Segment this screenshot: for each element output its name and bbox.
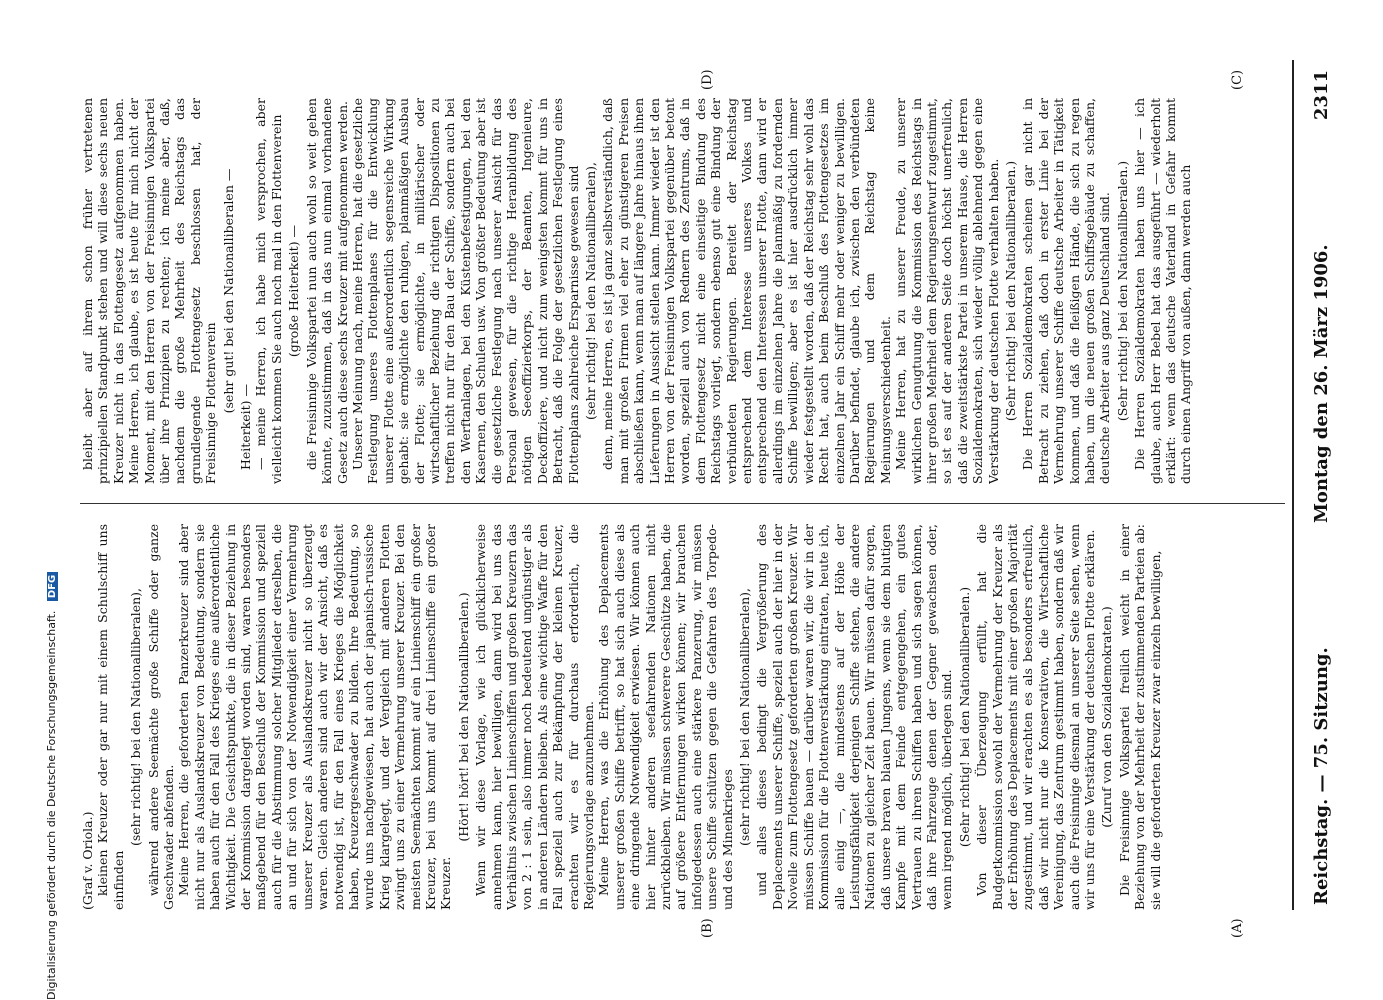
paragraph: (große Heiterkeit) — [286, 224, 302, 358]
paragraph: Von dieser Überzeugung erfüllt, hat die Budgetkommission sowohl der Vermehrung der Kreuzer als der Erhöhung des Deplacements mit einer großen Majorität zugestimmt, und wir erachten es als besonders erfreulich, daß wir nicht nur die Konservativen, die Wirtschaftliche Vereinigung, das Zentrum gestimmt haben, sondern daß wir auch die Freisinnige diesmal an unserer Seite sehen, wenn wir uns für eine Verstärkung der deutschen Flotte erklären. [974, 524, 1097, 910]
paragraph: Die Herren Sozialdemokraten scheinen gar nicht in Betracht zu ziehen, daß doch in erster Linie bei der Vermehrung unserer Schiffe deutsche Arbeiter in Tätigkeit kommen, und daß die fleißigen Hände, die sich zu regen haben, um die neuen großen Schiffsgebäude zu schaffen, deutsche Arbeiter aus ganz Deutschland sind. [1020, 98, 1113, 484]
paragraph: (Hört! hört! bei den Nationalliberalen.) [455, 592, 471, 842]
paragraph: die Freisinnige Volkspartei nun auch wohl so weit gehen könnte, zuzustimmen, daß in das nun einmal vorhandene Gesetz auch diese sechs Kreuzer mit aufgenommen werden. [303, 98, 350, 484]
dfg-logo: DFG [47, 572, 58, 601]
paragraph: Unserer Meinung nach, meine Herren, hat die gesetzliche Festlegung unseres Flottenplanes für die Entwicklung unserer Flotte eine außerordentlich segensreiche Wirkung gehabt: sie ermöglichte den ruhigen, planmäßigen Ausbau der Flotte; sie ermöglichte, in militärischer oder wirtschaftlicher Beziehung die richtigen Dispositionen zu treffen nicht nur für den Bau der Schiffe, sondern auch bei den Werftanlagen, bei den Küstenbefestigungen, bei den Kasernen, den Schulen usw. Von größter Bedeutung aber ist die gesetzliche Festlegung nach unserer Ansicht für das Personal gewesen, für die richtige Heranbildung des nötigen Seeoffizierkorps, der Beamten, Ingenieure, Deckoffiziere, und nicht zum wenigsten kommt für uns in Betracht, daß die Folge der gesetzlichen Festlegung eines Flottenplans zahlreiche Ersparnisse gewesen sind [349, 98, 581, 484]
paragraph: kleinen Kreuzer oder gar nur mit einem Schulschiff uns einfinden [95, 524, 126, 910]
margin-marker-d: (D) [700, 69, 715, 90]
margin-marker-c: (C) [1230, 69, 1245, 90]
paragraph: denn, meine Herren, es ist ja ganz selbstverständlich, daß man mit großen Firmen viel eher zu günstigeren Preisen abschließen kann, wenn man auf längere Jahre hinaus ihnen Lieferungen in Aussicht stellen kann. Immer wieder ist den Herren von der Freisinnigen Volkspartei gegenüber betont worden, speziell auch von Rednern des Zentrums, daß in dem Flottengesetz nicht eine einseitige Bindung des Reichstags vorliegt, sondern ebenso gut eine Bindung der verbündeten Regierungen. Bereitet der Reichstag entsprechend dem Interesse unseres Volkes und entsprechend den Interessen unserer Flotte, dann wird er allerdings im einzelnen Jahre die planmäßig zu fordernden Schiffe bewilligen; aber es ist hier ausdrücklich immer wieder festgestellt worden, daß der Reichstag sehr wohl das Recht hat, auch beim Beschluß des Flottengesetzes im einzelnen Jahr ein Schiff mehr oder weniger zu bewilligen. Darüber befindet, glaube ich, zwischen den verbündeten Regierungen und dem Reichstag keine Meinungsverschiedenheit. [600, 98, 893, 484]
paragraph: Heiterkeit) — [238, 383, 254, 470]
page-header [1306, 70, 1336, 905]
paragraph: (sehr richtig! bei den Nationalliberalen), [128, 587, 144, 847]
margin-marker-a: (A) [1230, 918, 1245, 938]
paragraph: während andere Seemächte große Schiffe oder ganze Geschwader abfenden. [145, 524, 177, 910]
paragraph: (sehr gut! bei den Nationalliberalen — [220, 168, 236, 414]
header-left: Reichstag. — 75. Sitzung. [1310, 647, 1332, 905]
column-divider [80, 503, 1285, 504]
paragraph: (sehr richtig! bei den Nationalliberalen), [583, 161, 598, 421]
paragraph: bleibt aber auf ihrem schon früher vertretenen prinzipiellen Standpunkt stehen und will diese sechs neuen Kreuzer nicht in das Flottengesetz aufgenommen haben. Meine Herren, ich glaube, es ist heute für mich nicht der Moment, mit den Herren von der Freisinnigen Volkspartei über ihre Prinzipien zu rechten; ich meine aber, daß, nachdem die große Mehrheit des Reichstags das grundlegende Flottengesetz beschlossen hat, der Freisinnige Flottenverein [80, 98, 219, 484]
paragraph: (sehr richtig! bei den Nationalliberalen), [737, 587, 753, 847]
right-column [80, 98, 1285, 484]
paragraph: (Sehr richtig! bei den Nationalliberalen.) [1114, 160, 1130, 422]
paragraph: (Sehr richtig! bei den Nationalliberalen.) [1002, 160, 1018, 422]
paragraph: Meine Herren, die geforderten Panzerkreuzer sind aber nicht nur als Auslandskreuzer von Bedeutung, sondern sie haben auch für den Fall des Krieges eine außerordentliche Wichtigkeit. Die Gesichtspunkte, die in dieser Beziehung in der Kommission dargelegt worden sind, waren besonders maßgebend für den Beschluß der Kommission und speziell auch für die Abstimmung solcher Mitglieder derselben, die an und für sich von der Notwendigkeit einer Vermehrung unserer Kreuzer als Auslandskreuzer nicht so überzeugt waren. Gleich anderen sind auch wir der Ansicht, daß es notwendig ist, für den Fall eines Krieges die Möglichkeit haben, Kreuzergeschwader zu bilden. Ihre Bedeutung, so wurde uns nachgewiesen, hat auch der japanisch-russische Krieg klargelegt, und der Vergleich mit anderen Flotten zwingt uns zu einer Vermehrung unserer Kreuzer. Bei den meisten Seemächten kommt auf ein Linienschiff ein großer Kreuzer, bei uns kommt auf drei Linienschiffe ein großer Kreuzer. [176, 524, 454, 910]
paragraph: Wenn wir diese Vorlage, wie ich glücklicherweise annehmen kann, hier bewilligen, dann wird bei uns das Verhältnis zwischen Linienschiffen und großen Kreuzern das von 2 : 1 sein, also immer noch bedeutend ungünstiger als in anderen Ländern bleiben. Als eine wichtige Waffe für den Fall speziell auch zur Bekämpfung der kleinen Kreuzer, erachten wir es für durchaus erforderlich, die Regierungsvorlage anzunehmen. [473, 524, 596, 910]
header-rule [1292, 60, 1294, 910]
header-date: Montag den 26. März 1906. [1310, 244, 1332, 524]
margin-marker-b: (B) [700, 918, 715, 938]
page-number: 2311 [1310, 70, 1332, 121]
paragraph: Die Freisinnige Volkspartei freilich weicht in einer Beziehung von der Mehrheit der zustimmenden Parteien ab: sie will die geforderten Kreuzer zwar einzeln bewilligen, [1116, 524, 1163, 910]
paragraph: (Zuruf von den Sozialdemokraten.) [1099, 606, 1115, 828]
paragraph: (Sehr richtig! bei den Nationalliberalen.) [956, 586, 972, 848]
left-column [80, 524, 1285, 910]
paragraph: — meine Herren, ich habe mich versprochen, aber vielleicht kommen Sie auch noch mal in den Flottenverein [253, 98, 284, 484]
caption-text: Digitalisierung gefördert durch die Deutsche Forschungsgemeinschaft. [45, 610, 58, 1000]
paragraph: Meine Herren, was die Erhöhung des Deplacements unserer großen Schiffe betrifft, so hat sich auch diese als eine dringende Notwendigkeit erwiesen. Wir können auch hier hinter anderen seefahrenden Nationen nicht zurückbleiben. Wir müssen schwerere Geschütze haben, die auf größere Entfernungen wirken können; wir brauchen infolgedessen auch eine stärkere Panzerung, wir müssen unsere Schiffe schützen gegen die Gefahren des Torpedo- und des Minenkrieges [596, 524, 735, 910]
paragraph: und alles dieses bedingt die Vergrößerung des Deplacements unserer Schiffe, speziell auch der hier in der Novelle zum Flottengesetz geforderten großen Kreuzer. Wir müssen Schiffe bauen — darüber waren wir, die wir in der Kommission für die Flottenverstärkung eintraten, heute ich, alle einig —, die mindestens auf der Höhe der Leistungsfähigkeit derjenigen Schiffe stehen, die andere Nationen zu gleicher Zeit bauen. Wir müssen dafür sorgen, daß unsere braven blauen Jungens, wenn sie dem blutigen Kampfe mit dem Feinde entgegengehen, ein gutes Vertrauen zu ihren Schiffen haben und sich sagen können, daß ihre Fahrzeuge denen der Gegner gewachsen oder, wenn irgend möglich, überlegen sind. [754, 524, 955, 910]
paragraph: Meine Herren, hat zu unserer Freude, zu unserer wirklichen Genugtuung die Kommission des Reichstags in ihrer großen Mehrheit dem Regierungsentwurf zugestimmt, so ist es auf der anderen Seite doch höchst unerfreulich, daß die zweitstärkste Partei in unserem Hause, die Herren Sozialdemokraten, sich wieder völlig ablehnend gegen eine Verstärkung der deutschen Flotte verhalten haben. [893, 98, 1001, 484]
speaker-line: (Graf v. Oriola.) [80, 811, 95, 910]
digitization-caption [45, 0, 63, 1000]
paragraph: Die Herren Sozialdemokraten haben uns hier — ich glaube, auch Herr Bebel hat das ausgeführt — wiederholt erklärt: wenn das deutsche Vaterland in Gefahr kommt durch einen Angriff von außen, dann werden auch [1132, 98, 1194, 484]
